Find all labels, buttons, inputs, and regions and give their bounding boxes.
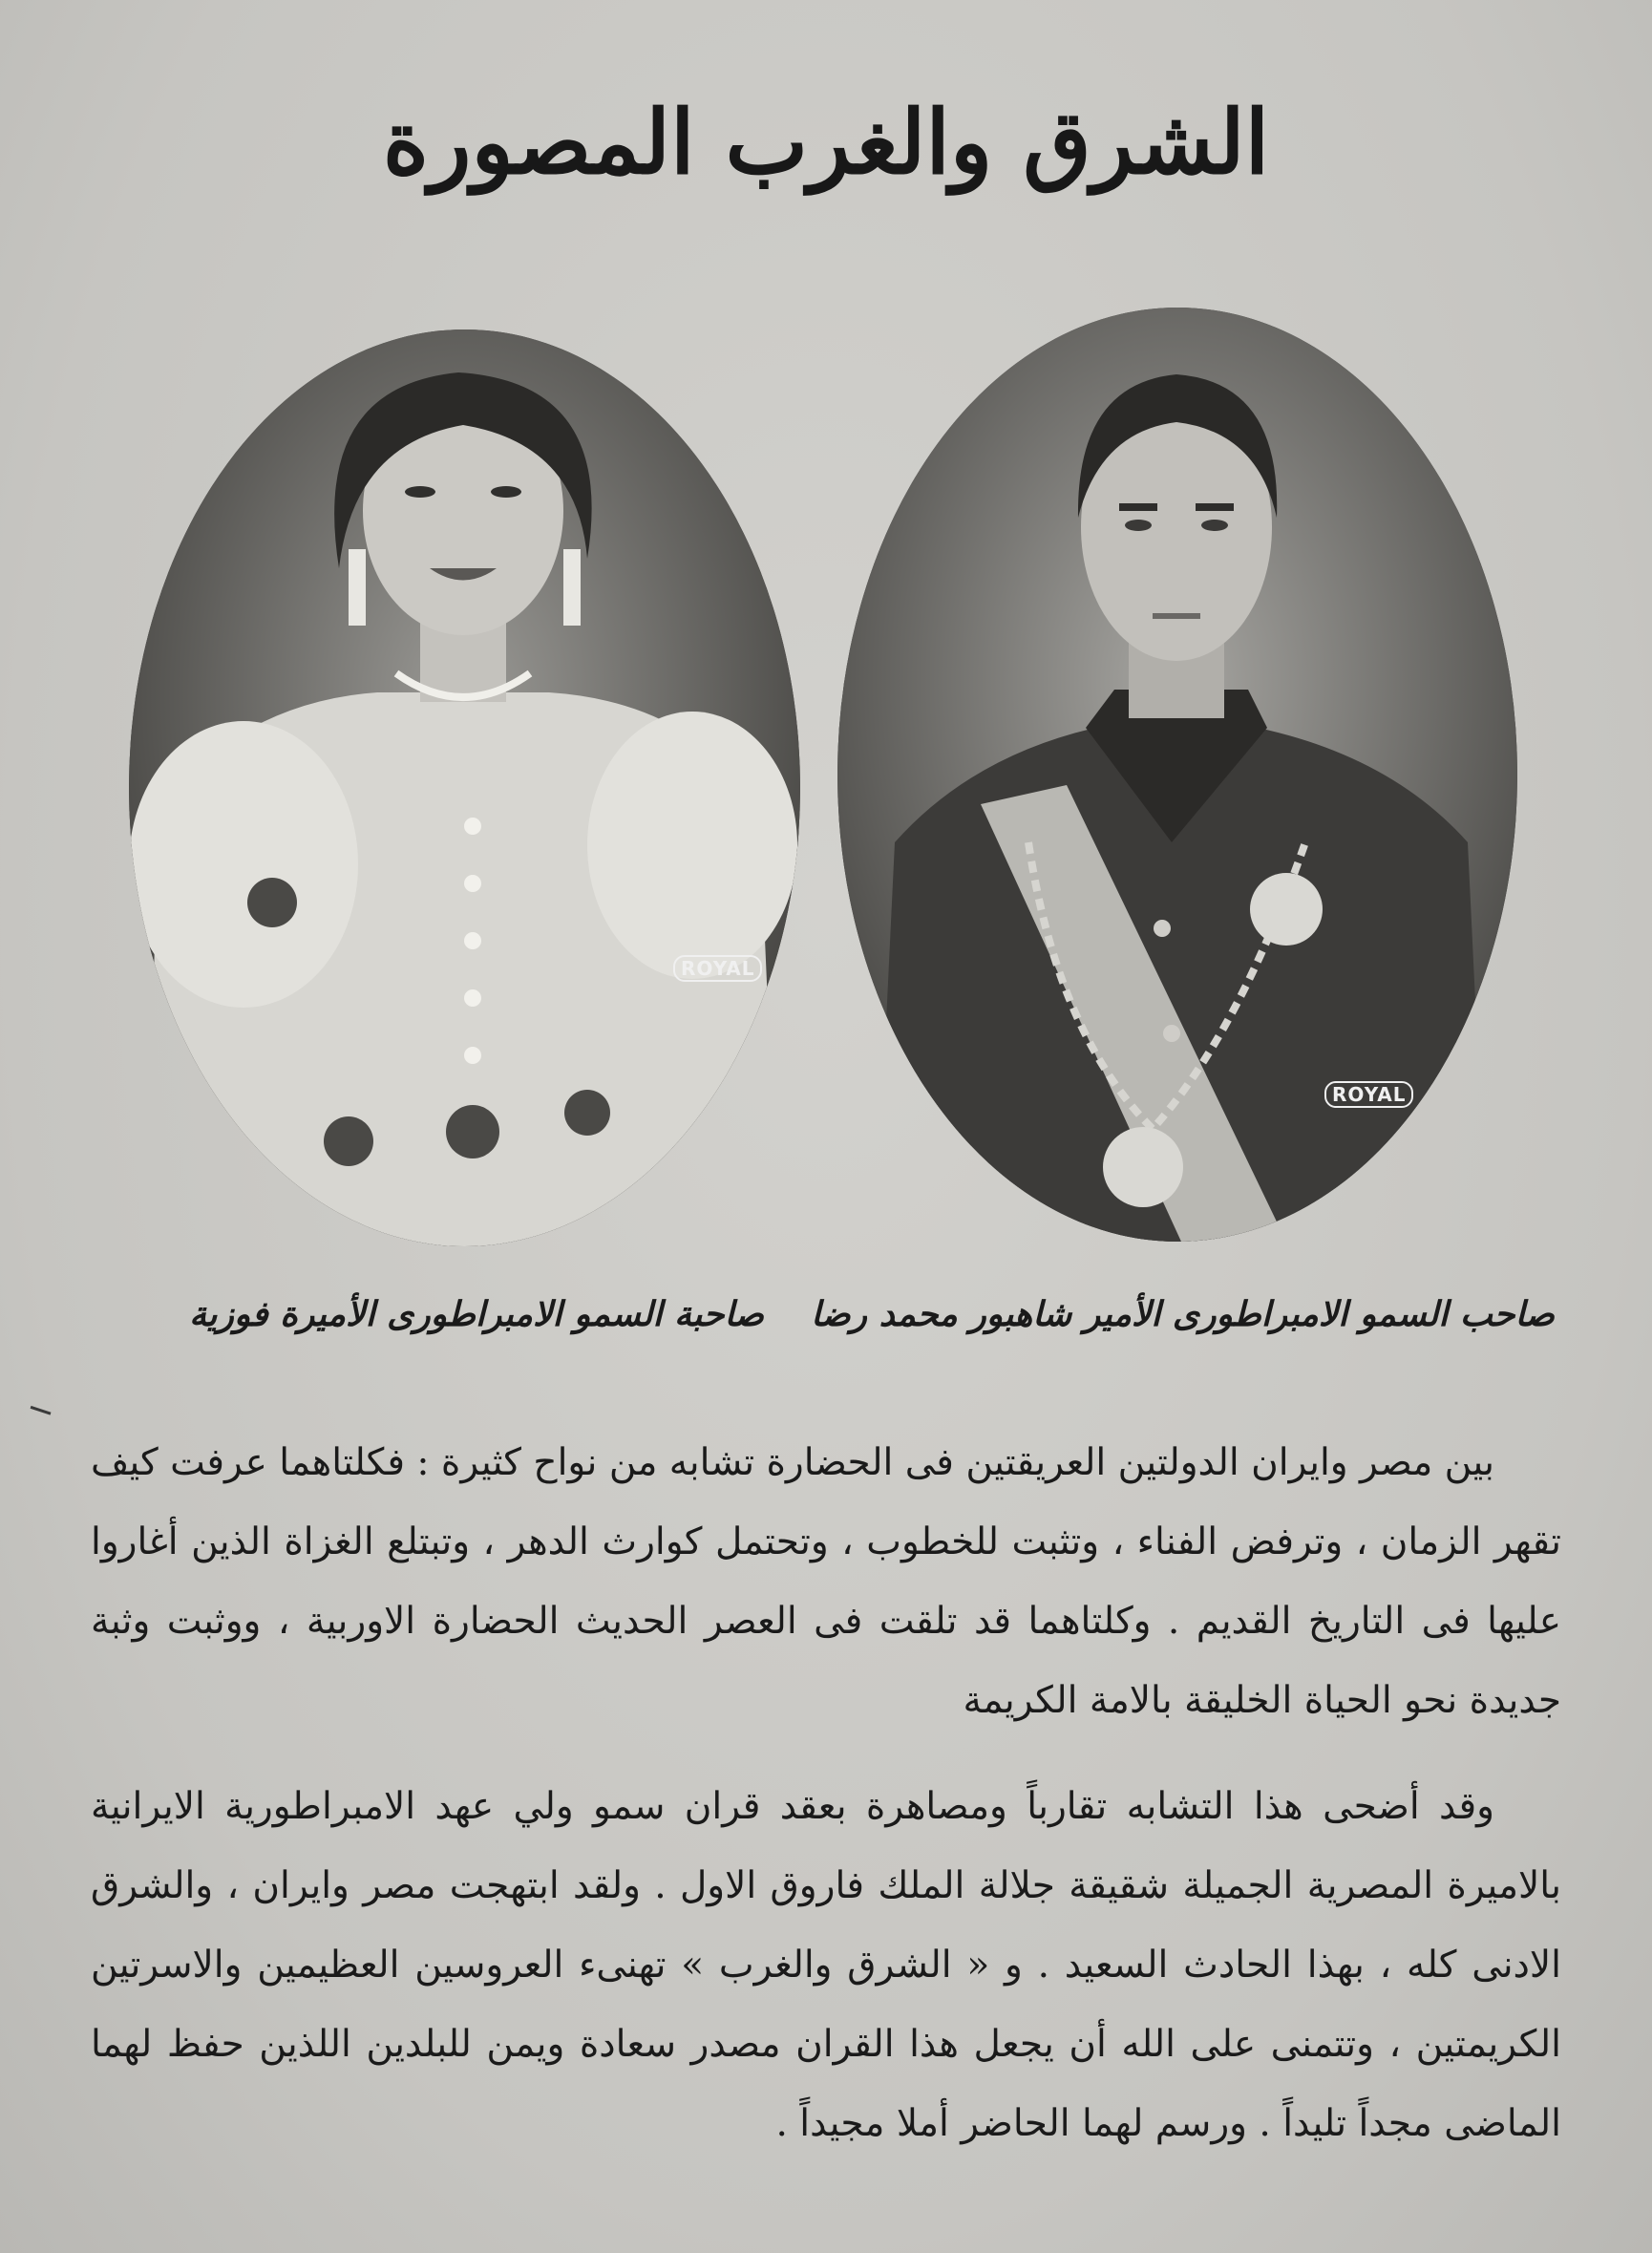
paragraph-text: وقد أضحى هذا التشابه تقارباً ومصاهرة بعقد قران سمو ولي عهد الامبراطورية الايرانية بالاميرة المصرية الجميلة شقيقة جلالة الملك فاروق الاول . ولقد ابتهجت مصر وايران ، والشرق الادنى كله ، بهذا الحادث السعيد . و « الشرق والغرب » تهنىء العروسين العظيمين والاسرتين الكريمتين ، وتتمنى على الله أن يجعل هذا القران مصدر سعادة ويمن للبلدين اللذين حفظ لهما الماضى مجداً تليداً . ورسم لهما الحاضر أملا مجيداً . <box>91 1785 1561 2145</box>
royal-studio-stamp: ROYAL <box>673 955 762 982</box>
margin-mark <box>28 1406 52 1424</box>
royal-studio-stamp: ROYAL <box>1324 1081 1413 1108</box>
prince-photo <box>837 308 1517 1242</box>
paragraph-text: بين مصر وايران الدولتين العريقتين فى الحضارة تشابه من نواح كثيرة : فكلتاهما عرفت كيف تقهر الزمان ، وترفض الفناء ، وتثبت للخطوب ، وتحتمل كوارث الدهر ، وتبتلع الغزاة الذين أغاروا عليها فى التاريخ القديم . وكلتاهما قد تلقت فى العصر الحديث الحضارة الاوربية ، ووثبت وثبة جديدة نحو الحياة الخليقة بالامة الكريمة <box>91 1441 1561 1722</box>
caption-princess: صاحبة السمو الامبراطورى الأميرة فوزية <box>189 1294 764 1334</box>
portrait-princess <box>129 329 800 1246</box>
princess-photo <box>129 329 800 1246</box>
page-title: الشرق والغرب المصورة <box>382 91 1270 194</box>
body-paragraph-2 <box>91 1767 1561 2163</box>
body-paragraph-1 <box>91 1423 1561 1740</box>
portrait-prince <box>837 308 1517 1242</box>
caption-prince: صاحب السمو الامبراطورى الأمير شاهبور محمد رضا <box>811 1294 1555 1334</box>
